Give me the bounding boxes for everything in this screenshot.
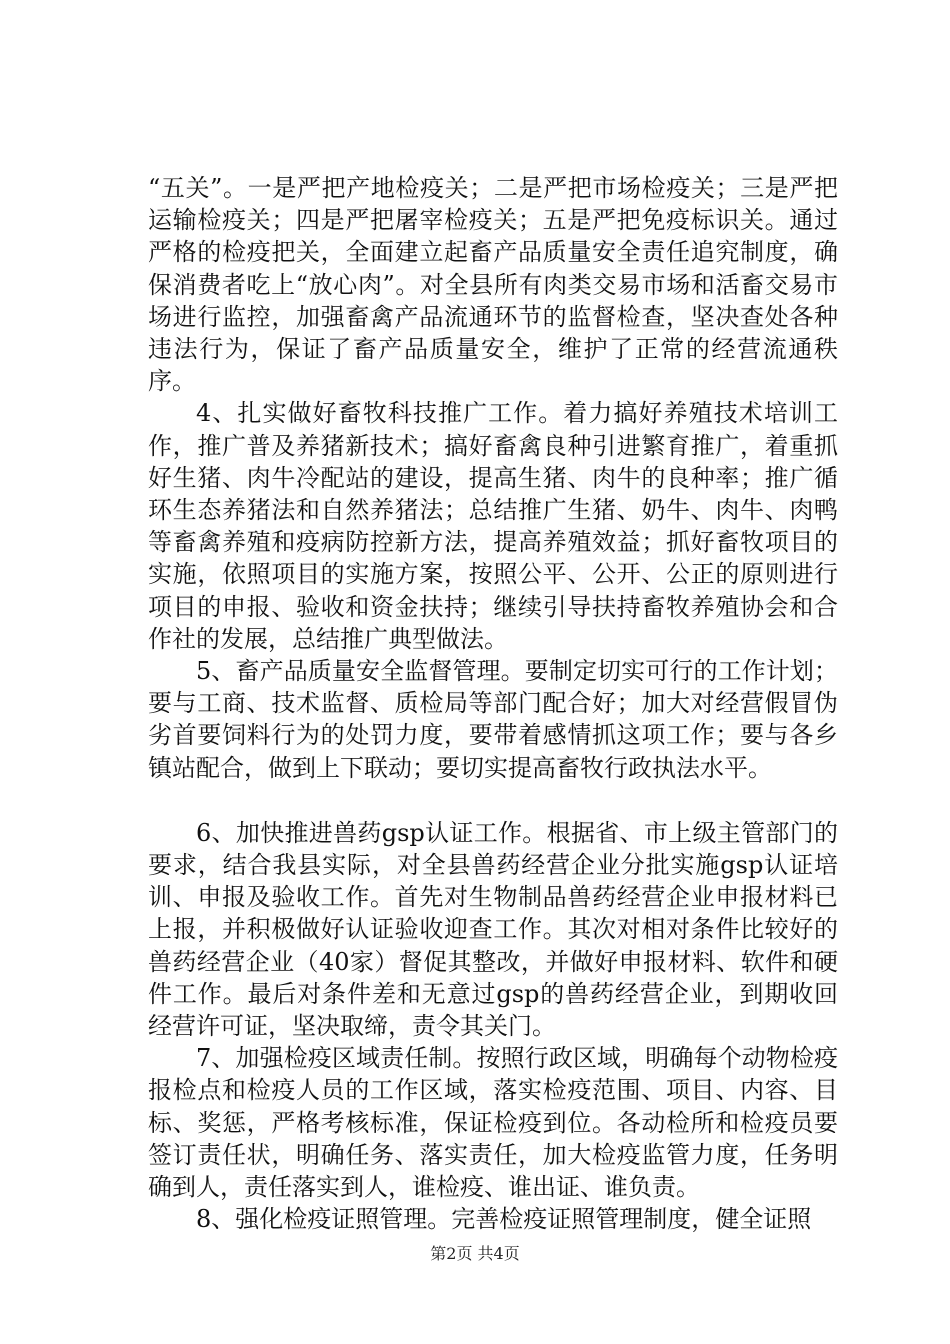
paragraph-gap: [148, 784, 838, 817]
document-body: [148, 172, 838, 1236]
paragraph-item-8: 8、强化检疫证照管理。完善检疫证照管理制度，健全证照: [196, 1205, 812, 1234]
paragraph-item-7: 7、加强检疫区域责任制。按照行政区域，明确每个动物检疫报检点和检疫人员的工作区域，落实检疫范围、项目、内容、目标、奖惩，严格考核标准，保证检疫到位。各动检所和检疫员要签订责任状，明确任务、落实责任，加大检疫监管力度，任务明确到人，责任落实到人，谁检疫、谁出证、谁负责。: [148, 1044, 838, 1202]
paragraph-item-5: 5、畜产品质量安全监督管理。要制定切实可行的工作计划；要与工商、技术监督、质检局等部门配合好；加大对经营假冒伪劣首要饲料行为的处罚力度，要带着感情抓这项工作；要与各乡镇站配合，做到上下联动；要切实提高畜牧行政执法水平。: [148, 657, 838, 782]
paragraph-continuation: “五关”。一是严把产地检疫关；二是严把市场检疫关；三是严把运输检疫关；四是严把屠宰检疫关；五是严把免疫标识关。通过严格的检疫把关，全面建立起畜产品质量安全责任追究制度，确保消费者吃上“放心肉”。对全县所有肉类交易市场和活畜交易市场进行监控，加强畜禽产品流通环节的监督检查，坚决查处各种违法行为，保证了畜产品质量安全，维护了正常的经营流通秩序。: [148, 174, 838, 396]
page-footer: [0, 1243, 950, 1265]
page-number: 第2页 共4页: [430, 1244, 520, 1263]
paragraph-item-4: 4、扎实做好畜牧科技推广工作。着力搞好养殖技术培训工作，推广普及养猪新技术；搞好畜禽良种引进繁育推广，着重抓好生猪、肉牛冷配站的建设，提高生猪、肉牛的良种率；推广循环生态养猪法和自然养猪法；总结推广生猪、奶牛、肉牛、肉鸭等畜禽养殖和疫病防控新方法，提高养殖效益；抓好畜牧项目的实施，依照项目的实施方案，按照公平、公开、公正的原则进行项目的申报、验收和资金扶持；继续引导扶持畜牧养殖协会和合作社的发展，总结推广典型做法。: [148, 399, 838, 653]
paragraph-item-6: 6、加快推进兽药gsp认证工作。根据省、市上级主管部门的要求，结合我县实际，对全县兽药经营企业分批实施gsp认证培训、申报及验收工作。首先对生物制品兽药经营企业申报材料已上报，并积极做好认证验收迎查工作。其次对相对条件比较好的兽药经营企业（40家）督促其整改，并做好申报材料、软件和硬件工作。最后对条件差和无意过gsp的兽药经营企业，到期收回经营许可证，坚决取缔，责令其关门。: [148, 818, 838, 1041]
